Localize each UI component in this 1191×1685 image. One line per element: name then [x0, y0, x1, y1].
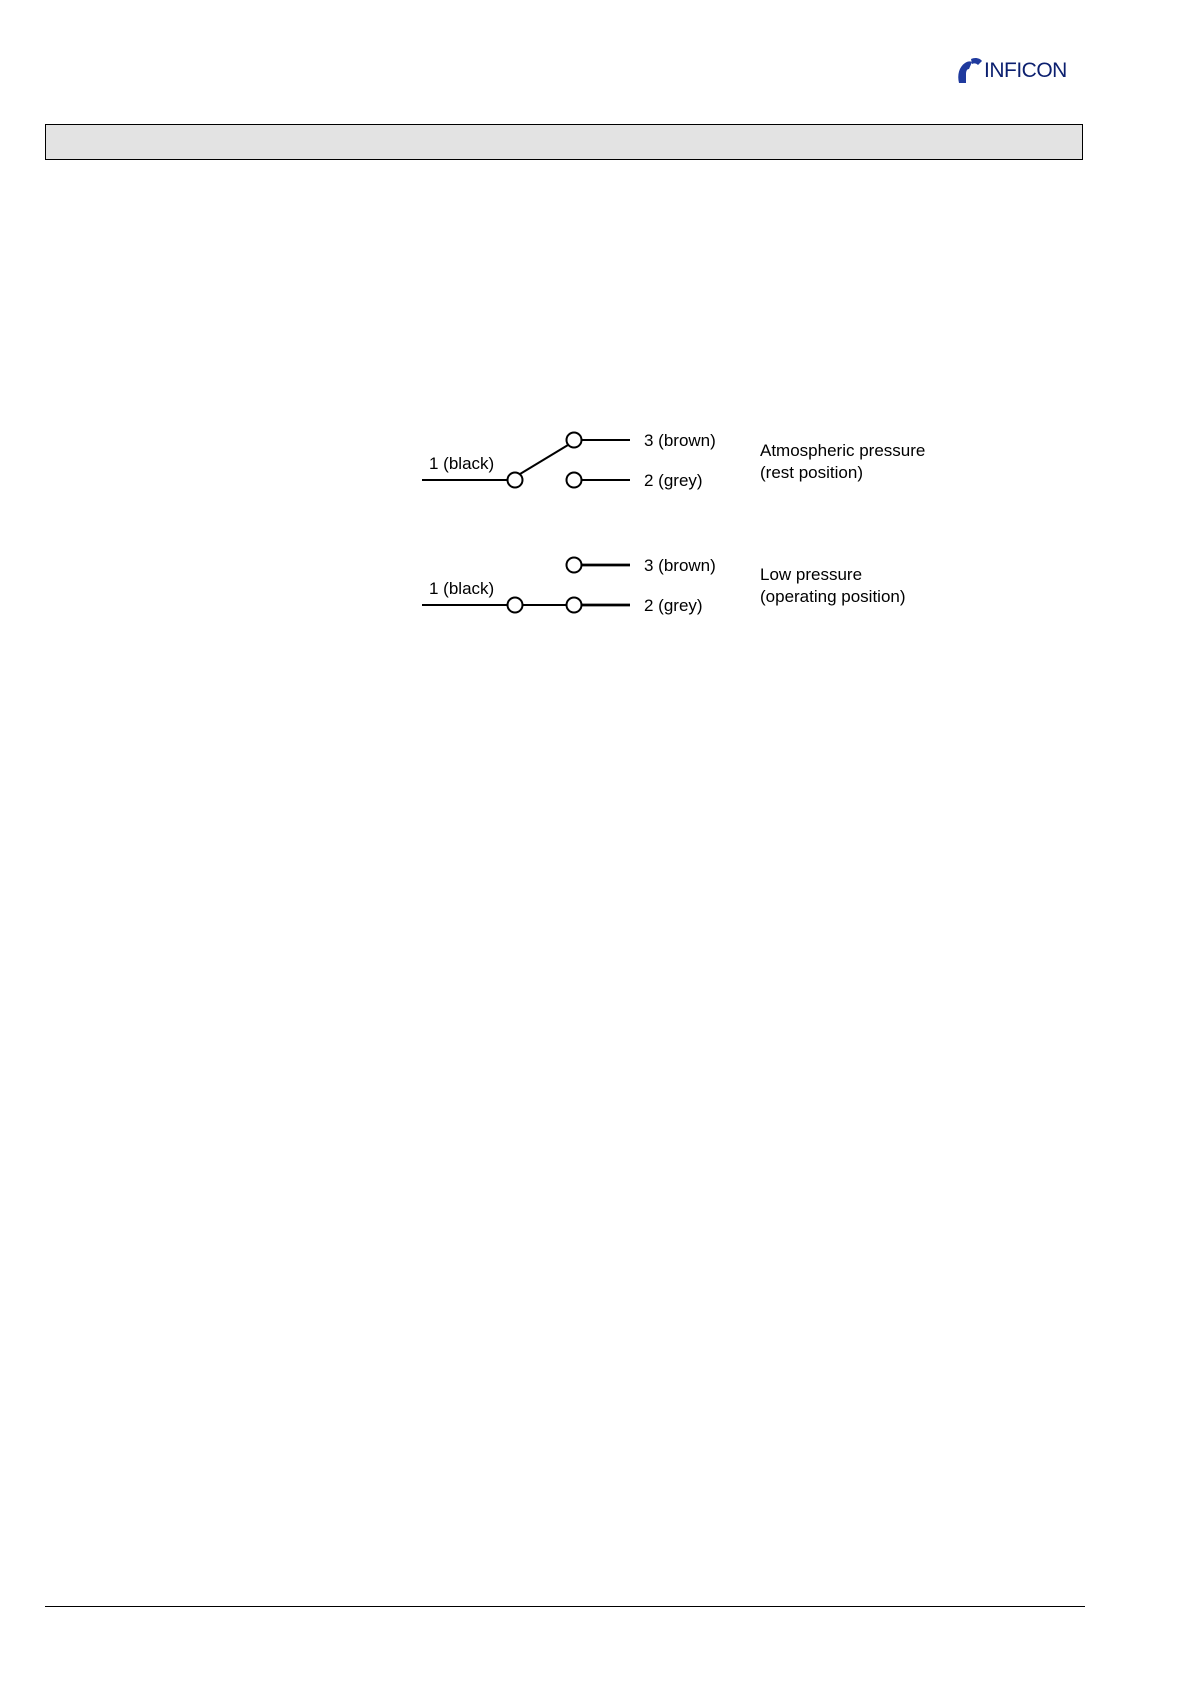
operating-state-line2: (operating position) [760, 587, 906, 606]
rest-contact-3-label: 3 (brown) [644, 431, 716, 450]
operating-contact-2-label: 2 (grey) [644, 596, 703, 615]
switch-contact-diagram [0, 0, 1191, 700]
rest-contact-3 [567, 433, 582, 448]
rest-common-label: 1 (black) [429, 454, 495, 473]
rest-state-line1: Atmospheric pressure [760, 441, 926, 460]
footer-rule [45, 1606, 1085, 1607]
brand-name: INFICON [984, 58, 1067, 82]
rest-contact-2-label: 2 (grey) [644, 471, 703, 490]
rest-contact-2 [567, 473, 582, 488]
operating-contact-2 [567, 598, 582, 613]
operating-common-contact [508, 598, 523, 613]
operating-common-label: 1 (black) [429, 579, 495, 598]
rest-state-line2: (rest position) [760, 463, 863, 482]
operating-contact-3 [567, 558, 582, 573]
operating-contact-3-label: 3 (brown) [644, 556, 716, 575]
rest-switch-arm [520, 445, 568, 474]
operating-state-line1: Low pressure [760, 565, 863, 584]
rest-common-contact [508, 473, 523, 488]
